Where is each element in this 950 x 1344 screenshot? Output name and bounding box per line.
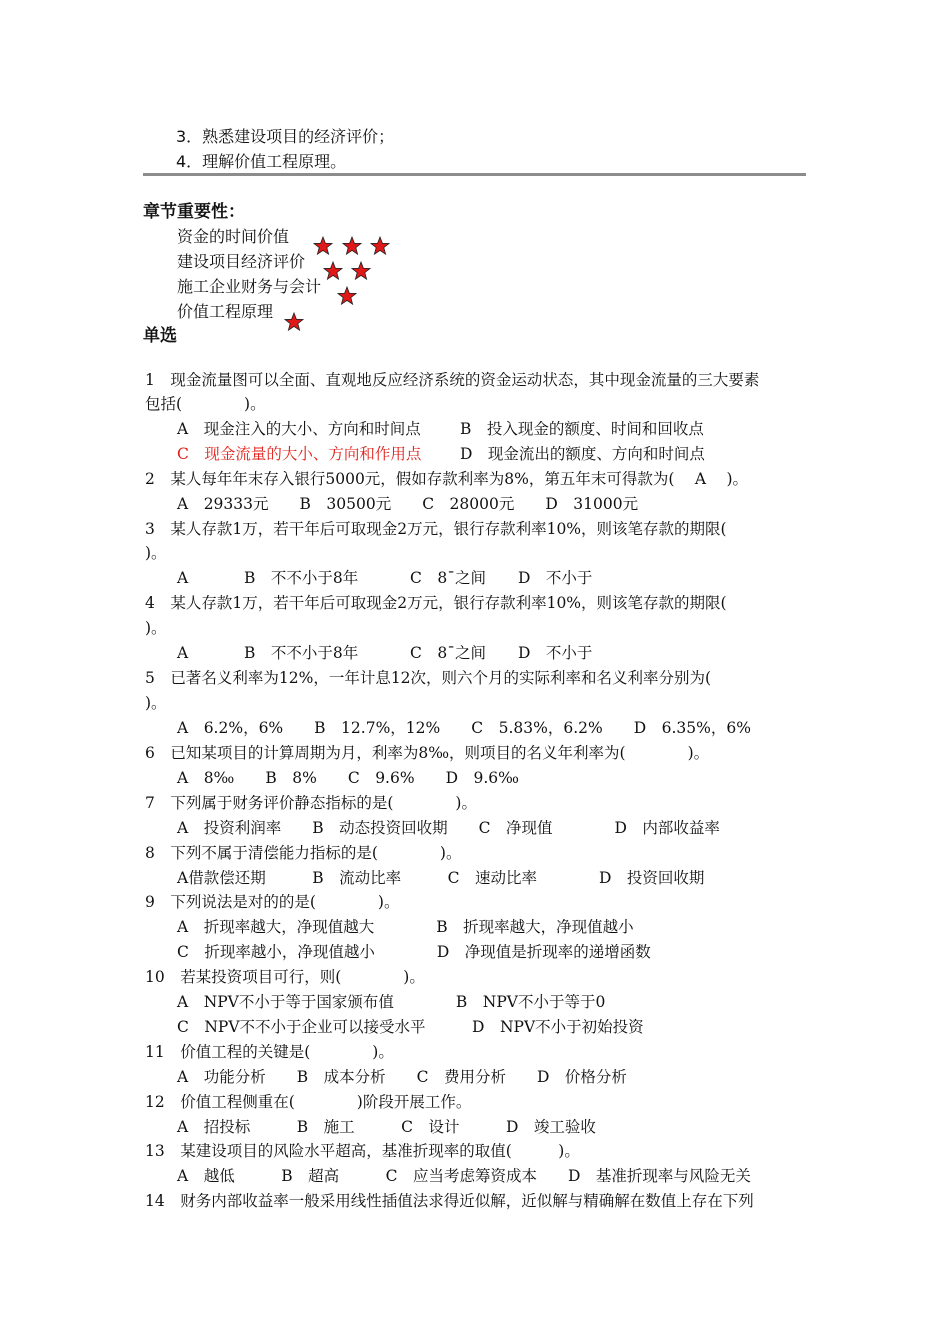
q5-stem: 5 已著名义利率为12%，一年计息12次，则六个月的实际利率和名义利率分别为( (145, 669, 712, 687)
q1-option-a: A 现金注入的大小、方向和时间点 (177, 420, 421, 438)
q1-stem: 1 现金流量图可以全面、直观地反应经济系统的资金运动状态，其中现金流量的三大要素 (145, 371, 760, 389)
importance-heading: 章节重要性： (143, 202, 245, 222)
q11-stem: 11 价值工程的关键是( )。 (145, 1043, 394, 1061)
q7-stem: 7 下列属于财务评价静态指标的是( )。 (145, 794, 477, 812)
star-icon (370, 236, 390, 256)
q8-options: A借款偿还期 B 流动比率 C 速动比率 D 投资回收期 (177, 869, 705, 887)
q5-options: A 6.2%，6% B 12.7%，12% C 5.83%，6.2% D 6.35%，6% (177, 719, 751, 737)
q14-stem: 14 财务内部收益率一般采用线性插值法求得近似解，近似解与精确解在数值上存在下列 (145, 1192, 754, 1210)
q1-stem-cont: 包括( )。 (145, 395, 266, 413)
q3-option-a: A (177, 569, 189, 587)
q4-stem: 4 某人存款1万，若干年后可取现金2万元，银行存款利率10%，则该笔存款的期限( (145, 594, 727, 612)
q4-stem-cont: )。 (145, 619, 167, 637)
importance-item-finance-accounting: 施工企业财务与会计 (177, 277, 322, 296)
star-icon (342, 236, 362, 256)
q3-stem-cont: )。 (145, 544, 167, 562)
importance-item-time-value: 资金的时间价值 (177, 227, 290, 246)
star-icon (337, 286, 357, 306)
q3-option-b: B 不不小于8年 (244, 569, 359, 587)
objective-4: 4．理解价值工程原理。 (176, 152, 347, 171)
q11-options: A 功能分析 B 成本分析 C 费用分析 D 价格分析 (177, 1068, 627, 1086)
q2-stem: 2 某人每年年末存入银行5000元，假如存款利率为8%，第五年末可得款为( A )。 (145, 470, 749, 488)
star-icon (351, 261, 371, 281)
q1-option-b: B 投入现金的额度、时间和回收点 (460, 420, 704, 438)
q1-option-d: D 现金流出的额度、方向和时间点 (460, 445, 705, 463)
q9-stem: 9 下列说法是对的的是( )。 (145, 893, 400, 911)
q4-option-c: C 8¯之间 (410, 644, 486, 662)
importance-item-value-engineering: 价值工程原理 (177, 302, 274, 321)
q1-option-c-answer: C 现金流量的大小、方向和作用点 (177, 445, 422, 463)
importance-item-economic-eval: 建设项目经济评价 (177, 252, 306, 271)
q12-stem: 12 价值工程侧重在( )阶段开展工作。 (145, 1093, 472, 1111)
q4-option-d: D 不小于 (518, 644, 593, 662)
section-divider (143, 173, 806, 176)
q6-stem: 6 已知某项目的计算周期为月，利率为8‰，则项目的名义年利率为( )。 (145, 744, 710, 762)
star-icon (313, 236, 333, 256)
section-title: 单选 (143, 326, 177, 346)
q3-stem: 3 某人存款1万，若干年后可取现金2万元，银行存款利率10%，则该笔存款的期限( (145, 520, 727, 538)
q4-option-a: A (177, 644, 189, 662)
star-icon (284, 312, 304, 332)
q10-options-cd: C NPV不不小于企业可以接受水平 D NPV不小于初始投资 (177, 1018, 644, 1036)
q13-options: A 越低 B 超高 C 应当考虑筹资成本 D 基准折现率与风险无关 (177, 1167, 751, 1185)
q8-stem: 8 下列不属于清偿能力指标的是( )。 (145, 844, 462, 862)
q6-options: A 8‰ B 8% C 9.6% D 9.6‰ (177, 769, 519, 787)
q13-stem: 13 某建设项目的风险水平超高，基准折现率的取值( )。 (145, 1142, 580, 1160)
q9-options-ab: A 折现率越大，净现值越大 B 折现率越大，净现值越小 (177, 918, 634, 936)
q4-option-b: B 不不小于8年 (244, 644, 359, 662)
objective-3: 3．熟悉建设项目的经济评价； (176, 127, 395, 146)
q3-option-c: C 8¯之间 (410, 569, 486, 587)
q5-stem-cont: )。 (145, 694, 167, 712)
q7-options: A 投资利润率 B 动态投资回收期 C 净现值 D 内部收益率 (177, 819, 720, 837)
q9-options-cd: C 折现率越小，净现值越小 D 净现值是折现率的递增函数 (177, 943, 651, 961)
q3-option-d: D 不小于 (518, 569, 593, 587)
q2-options: A 29333元 B 30500元 C 28000元 D 31000元 (177, 495, 639, 513)
q10-stem: 10 若某投资项目可行，则( )。 (145, 968, 425, 986)
star-icon (323, 261, 343, 281)
q10-options-ab: A NPV不小于等于国家颁布值 B NPV不小于等于0 (177, 993, 606, 1011)
q12-options: A 招投标 B 施工 C 设计 D 竣工验收 (177, 1118, 596, 1136)
